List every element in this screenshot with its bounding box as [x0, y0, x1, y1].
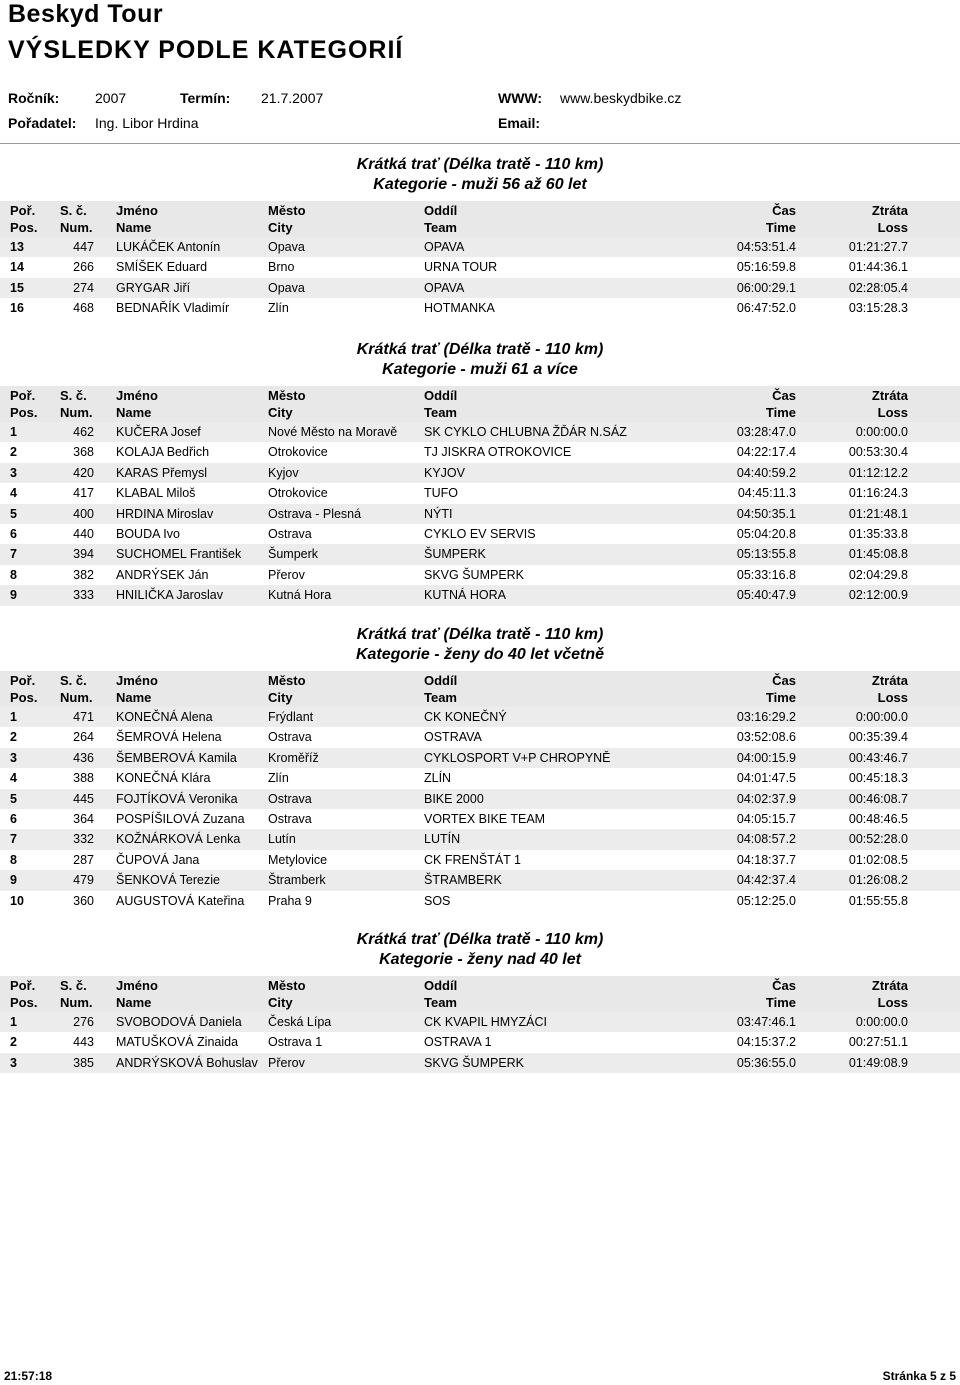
cell-num: 394 — [73, 547, 94, 562]
cell-num: 287 — [73, 852, 94, 867]
table-row — [0, 891, 960, 911]
cell-pos: 6 — [10, 811, 17, 826]
cell-name: POSPÍŠILOVÁ Zuzana — [116, 811, 245, 826]
cell-city: Otrokovice — [268, 486, 328, 501]
column-header-pos-en: Pos. — [10, 690, 38, 705]
cell-loss: 00:43:46.7 — [848, 750, 908, 765]
cell-name: LUKÁČEK Antonín — [116, 240, 221, 254]
poradatel-value: Ing. Libor Hrdina — [95, 115, 199, 131]
email-label: Email: — [498, 115, 541, 131]
column-header-num-cz: S. č. — [60, 388, 87, 403]
column-header-pos-cz: Poř. — [10, 673, 36, 688]
cell-pos: 8 — [10, 852, 17, 867]
cell-num: 368 — [73, 445, 94, 460]
column-header-team-cz: Oddíl — [424, 203, 458, 218]
www-value: www.beskydbike.cz — [560, 90, 682, 106]
cell-time: 04:08:57.2 — [736, 832, 796, 847]
cell-name: SMÍŠEK Eduard — [116, 260, 208, 275]
cell-loss: 00:52:28.0 — [848, 832, 908, 847]
cell-num: 400 — [73, 506, 94, 521]
column-header-loss-en: Loss — [877, 220, 908, 235]
cell-name: KARAS Přemysl — [116, 465, 207, 480]
category-section — [0, 340, 960, 606]
header-divider — [0, 143, 960, 144]
table-row — [0, 463, 960, 483]
www-label: WWW: — [498, 90, 543, 106]
column-header-loss-en: Loss — [877, 690, 908, 705]
cell-city: Zlín — [268, 771, 289, 786]
cell-pos: 8 — [10, 567, 17, 582]
cell-loss: 00:35:39.4 — [848, 730, 908, 745]
cell-num: 274 — [73, 280, 94, 295]
cell-name: ŠEMBEROVÁ Kamila — [116, 750, 237, 765]
cell-team: SKVG ŠUMPERK — [424, 567, 525, 582]
cell-team: SK CYKLO CHLUBNA ŽĎÁR N.SÁZ — [424, 425, 627, 439]
rocnik-label: Ročník: — [8, 90, 60, 106]
column-header-time-cz: Čas — [772, 388, 796, 403]
cell-city: Kutná Hora — [268, 588, 332, 603]
cell-time: 05:13:55.8 — [736, 547, 796, 562]
cell-time: 04:02:37.9 — [736, 791, 796, 806]
cell-city: Ostrava — [268, 526, 312, 541]
cell-team: HOTMANKA — [424, 301, 495, 316]
cell-name: MATUŠKOVÁ Zinaida — [116, 1035, 239, 1050]
cell-loss: 0:00:00.0 — [855, 1015, 908, 1029]
cell-loss: 01:49:08.9 — [848, 1055, 908, 1070]
cell-name: ČUPOVÁ Jana — [116, 852, 200, 867]
cell-loss: 01:26:08.2 — [848, 873, 908, 888]
column-header-city-en: City — [268, 995, 293, 1010]
cell-name: BEDNAŘÍK Vladimír — [116, 301, 230, 316]
cell-num: 382 — [73, 567, 94, 582]
table-row — [0, 585, 960, 605]
cell-num: 333 — [73, 588, 94, 603]
column-header-loss-cz: Ztráta — [871, 978, 908, 993]
cell-team: CYKLO EV SERVIS — [424, 526, 536, 541]
column-header-time-en: Time — [765, 995, 796, 1010]
cell-pos: 2 — [10, 445, 17, 460]
cell-city: Přerov — [268, 567, 305, 582]
section-track-title: Krátká trať (Délka tratě - 110 km) — [356, 626, 604, 643]
column-header-city-en: City — [268, 405, 293, 420]
column-header-time-en: Time — [765, 220, 796, 235]
cell-city: Ostrava - Plesná — [268, 506, 362, 521]
table-row — [0, 483, 960, 503]
cell-loss: 00:48:46.5 — [848, 811, 908, 826]
cell-num: 447 — [73, 240, 94, 254]
section-track-title: Krátká trať (Délka tratě - 110 km) — [356, 931, 604, 948]
section-category-title: Kategorie - muži 61 a více — [382, 361, 578, 378]
cell-loss: 00:46:08.7 — [848, 791, 908, 806]
column-header-pos-en: Pos. — [10, 220, 38, 235]
column-header-team-cz: Oddíl — [424, 673, 458, 688]
cell-loss: 01:55:55.8 — [848, 893, 908, 908]
table-row — [0, 565, 960, 585]
cell-name: ŠEMROVÁ Helena — [116, 730, 222, 745]
cell-city: Zlín — [268, 301, 289, 316]
cell-loss: 00:53:30.4 — [848, 445, 908, 460]
category-section — [0, 625, 960, 911]
cell-city: Frýdlant — [268, 710, 314, 724]
cell-loss: 01:45:08.8 — [848, 547, 908, 562]
rocnik-value: 2007 — [95, 90, 127, 106]
column-header-city-cz: Město — [268, 388, 306, 403]
column-header-num-cz: S. č. — [60, 673, 87, 688]
column-header-team-en: Team — [424, 690, 457, 705]
column-header-name-cz: Jméno — [116, 673, 158, 688]
table-row — [0, 422, 960, 442]
cell-time: 05:33:16.8 — [736, 567, 796, 582]
table-header — [0, 671, 960, 707]
table-row — [0, 1012, 960, 1032]
column-header-pos-cz: Poř. — [10, 978, 36, 993]
cell-city: Přerov — [268, 1055, 305, 1070]
cell-num: 266 — [73, 260, 94, 275]
cell-num: 471 — [73, 710, 94, 724]
cell-num: 440 — [73, 526, 94, 541]
cell-pos: 9 — [10, 588, 17, 603]
cell-team: TUFO — [424, 486, 459, 501]
cell-time: 04:22:17.4 — [736, 445, 796, 460]
column-header-time-cz: Čas — [772, 673, 796, 688]
cell-pos: 5 — [10, 506, 17, 521]
cell-team: VORTEX BIKE TEAM — [424, 811, 546, 826]
cell-city: Kroměříž — [268, 750, 319, 765]
category-section — [0, 930, 960, 1073]
cell-loss: 02:28:05.4 — [848, 280, 908, 295]
column-header-time-en: Time — [765, 690, 796, 705]
table-row — [0, 1032, 960, 1052]
cell-team: OSTRAVA 1 — [424, 1035, 492, 1050]
cell-name: HRDINA Miroslav — [116, 506, 214, 521]
document-title: Beskyd Tour — [8, 0, 164, 28]
cell-pos: 1 — [10, 425, 17, 439]
cell-loss: 00:45:18.3 — [848, 771, 908, 786]
cell-time: 04:15:37.2 — [736, 1035, 796, 1050]
table-row — [0, 442, 960, 462]
cell-name: KONEČNÁ Klára — [116, 771, 211, 786]
cell-num: 436 — [73, 750, 94, 765]
column-header-time-cz: Čas — [772, 978, 796, 993]
termin-value: 21.7.2007 — [261, 90, 324, 106]
cell-num: 388 — [73, 771, 94, 786]
cell-name: SUCHOMEL František — [116, 547, 242, 562]
cell-loss: 01:12:12.2 — [848, 465, 908, 480]
table-row — [0, 850, 960, 870]
column-header-time-en: Time — [765, 405, 796, 420]
column-header-pos-en: Pos. — [10, 405, 38, 420]
table-row — [0, 298, 960, 318]
cell-pos: 13 — [10, 240, 24, 254]
table-row — [0, 829, 960, 849]
cell-pos: 4 — [10, 771, 17, 786]
cell-time: 04:40:59.2 — [736, 465, 796, 480]
cell-name: BOUDA Ivo — [116, 526, 180, 541]
cell-loss: 00:27:51.1 — [848, 1035, 908, 1050]
cell-time: 04:42:37.4 — [736, 873, 796, 888]
cell-loss: 02:12:00.9 — [848, 588, 908, 603]
column-header-num-en: Num. — [60, 220, 93, 235]
column-header-city-cz: Město — [268, 978, 306, 993]
table-row — [0, 809, 960, 829]
cell-city: Kyjov — [268, 465, 299, 480]
column-header-name-cz: Jméno — [116, 388, 158, 403]
cell-name: KLABAL Miloš — [116, 486, 196, 501]
column-header-num-en: Num. — [60, 690, 93, 705]
cell-time: 06:47:52.0 — [736, 301, 796, 316]
cell-team: SOS — [424, 893, 451, 908]
cell-num: 385 — [73, 1055, 94, 1070]
cell-loss: 01:35:33.8 — [848, 526, 908, 541]
table-row — [0, 544, 960, 564]
cell-city: Nové Město na Moravě — [268, 425, 398, 439]
cell-time: 05:12:25.0 — [736, 893, 796, 908]
section-category-title: Kategorie - ženy nad 40 let — [379, 951, 581, 968]
column-header-num-cz: S. č. — [60, 978, 87, 993]
table-row — [0, 257, 960, 277]
table-header — [0, 976, 960, 1012]
cell-loss: 0:00:00.0 — [855, 425, 908, 439]
cell-num: 443 — [73, 1035, 94, 1050]
cell-pos: 5 — [10, 791, 17, 806]
cell-loss: 02:04:29.8 — [848, 567, 908, 582]
cell-city: Lutín — [268, 832, 296, 847]
cell-loss: 01:16:24.3 — [848, 486, 908, 501]
cell-city: Česká Lípa — [268, 1015, 332, 1029]
cell-time: 06:00:29.1 — [736, 280, 796, 295]
column-header-loss-en: Loss — [877, 995, 908, 1010]
cell-loss: 0:00:00.0 — [855, 710, 908, 724]
table-row — [0, 707, 960, 727]
column-header-name-en: Name — [116, 690, 152, 705]
column-header-loss-cz: Ztráta — [871, 673, 908, 688]
cell-team: URNA TOUR — [424, 260, 498, 275]
table-row — [0, 870, 960, 890]
cell-name: KONEČNÁ Alena — [116, 710, 213, 724]
cell-num: 264 — [73, 730, 94, 745]
cell-name: GRYGAR Jiří — [116, 280, 191, 295]
cell-city: Praha 9 — [268, 893, 312, 908]
cell-num: 420 — [73, 465, 94, 480]
cell-pos: 15 — [10, 280, 24, 295]
cell-team: KYJOV — [424, 465, 465, 480]
cell-name: ŠENKOVÁ Terezie — [116, 873, 220, 888]
table-header — [0, 201, 960, 237]
cell-team: ŠUMPERK — [424, 547, 486, 562]
cell-pos: 6 — [10, 526, 17, 541]
column-header-loss-cz: Ztráta — [871, 203, 908, 218]
column-header-name-en: Name — [116, 220, 152, 235]
cell-num: 360 — [73, 893, 94, 908]
cell-city: Brno — [268, 260, 295, 275]
table-row — [0, 524, 960, 544]
cell-team: CK FRENŠTÁT 1 — [424, 852, 522, 867]
cell-city: Otrokovice — [268, 445, 328, 460]
cell-city: Ostrava — [268, 791, 312, 806]
cell-time: 04:05:15.7 — [736, 811, 796, 826]
cell-name: ANDRÝSEK Ján — [116, 567, 209, 582]
cell-city: Ostrava — [268, 811, 312, 826]
cell-team: SKVG ŠUMPERK — [424, 1055, 525, 1070]
cell-pos: 16 — [10, 301, 24, 316]
cell-time: 04:18:37.7 — [736, 852, 796, 867]
cell-pos: 7 — [10, 832, 17, 847]
cell-pos: 1 — [10, 1015, 17, 1029]
cell-pos: 10 — [10, 893, 24, 908]
cell-team: OPAVA — [424, 280, 465, 295]
cell-time: 04:50:35.1 — [736, 506, 796, 521]
cell-pos: 9 — [10, 873, 17, 888]
cell-num: 479 — [73, 873, 94, 888]
cell-team: KUTNÁ HORA — [424, 588, 506, 603]
column-header-team-en: Team — [424, 220, 457, 235]
column-header-pos-cz: Poř. — [10, 203, 36, 218]
cell-pos: 1 — [10, 710, 17, 724]
cell-name: ANDRÝSKOVÁ Bohuslav — [116, 1055, 258, 1070]
cell-time: 04:53:51.4 — [736, 240, 796, 254]
cell-name: FOJTÍKOVÁ Veronika — [116, 791, 238, 806]
cell-pos: 2 — [10, 1035, 17, 1050]
column-header-city-cz: Město — [268, 673, 306, 688]
cell-num: 462 — [73, 425, 94, 439]
cell-team: ZLÍN — [424, 771, 452, 786]
table-row — [0, 768, 960, 788]
cell-team: TJ JISKRA OTROKOVICE — [424, 445, 572, 460]
cell-team: OPAVA — [424, 240, 465, 254]
column-header-name-cz: Jméno — [116, 978, 158, 993]
cell-time: 04:45:11.3 — [737, 486, 796, 501]
section-category-title: Kategorie - ženy do 40 let včetně — [355, 646, 605, 663]
cell-team: CYKLOSPORT V+P CHROPYNĚ — [424, 750, 611, 765]
cell-time: 03:52:08.6 — [736, 730, 796, 745]
cell-time: 04:00:15.9 — [736, 750, 796, 765]
column-header-loss-en: Loss — [877, 405, 908, 420]
cell-city: Ostrava — [268, 730, 312, 745]
cell-team: CK KONEČNÝ — [424, 710, 507, 724]
table-row — [0, 727, 960, 747]
cell-num: 445 — [73, 791, 94, 806]
cell-city: Štramberk — [268, 873, 326, 888]
termin-label: Termín: — [180, 90, 231, 106]
column-header-num-en: Num. — [60, 995, 93, 1010]
table-row — [0, 278, 960, 298]
cell-num: 276 — [73, 1015, 94, 1029]
cell-num: 417 — [73, 486, 94, 501]
table-row — [0, 748, 960, 768]
cell-name: KUČERA Josef — [116, 425, 201, 439]
cell-time: 05:04:20.8 — [736, 526, 796, 541]
cell-name: KOŽNÁRKOVÁ Lenka — [116, 832, 241, 847]
cell-pos: 3 — [10, 1055, 17, 1070]
column-header-team-en: Team — [424, 995, 457, 1010]
cell-time: 05:40:47.9 — [736, 588, 796, 603]
cell-name: KOLAJA Bedřich — [116, 445, 210, 460]
cell-name: AUGUSTOVÁ Kateřina — [116, 893, 245, 908]
cell-time: 05:36:55.0 — [736, 1055, 796, 1070]
cell-city: Opava — [268, 280, 305, 295]
column-header-pos-cz: Poř. — [10, 388, 36, 403]
cell-name: SVOBODOVÁ Daniela — [116, 1015, 242, 1029]
column-header-name-cz: Jméno — [116, 203, 158, 218]
cell-pos: 3 — [10, 750, 17, 765]
cell-city: Opava — [268, 240, 305, 254]
cell-team: LUTÍN — [424, 832, 461, 847]
cell-loss: 03:15:28.3 — [848, 301, 908, 316]
cell-team: OSTRAVA — [424, 730, 482, 745]
cell-pos: 7 — [10, 547, 17, 562]
footer-time: 21:57:18 — [4, 1369, 53, 1383]
column-header-team-en: Team — [424, 405, 457, 420]
column-header-team-cz: Oddíl — [424, 978, 458, 993]
cell-pos: 14 — [10, 260, 24, 275]
cell-time: 04:01:47.5 — [736, 771, 796, 786]
cell-loss: 01:21:27.7 — [848, 240, 908, 254]
column-header-city-en: City — [268, 690, 293, 705]
cell-pos: 3 — [10, 465, 17, 480]
column-header-time-cz: Čas — [772, 203, 796, 218]
column-header-name-en: Name — [116, 995, 152, 1010]
cell-team: BIKE 2000 — [424, 791, 484, 806]
column-header-city-cz: Město — [268, 203, 306, 218]
column-header-city-en: City — [268, 220, 293, 235]
cell-num: 364 — [73, 811, 94, 826]
cell-time: 03:16:29.2 — [736, 710, 796, 724]
cell-city: Metylovice — [268, 852, 328, 867]
cell-loss: 01:21:48.1 — [848, 506, 908, 521]
column-header-name-en: Name — [116, 405, 152, 420]
column-header-loss-cz: Ztráta — [871, 388, 908, 403]
column-header-num-en: Num. — [60, 405, 93, 420]
poradatel-label: Pořadatel: — [8, 115, 77, 131]
column-header-num-cz: S. č. — [60, 203, 87, 218]
cell-name: HNILIČKA Jaroslav — [116, 588, 223, 603]
cell-city: Ostrava 1 — [268, 1035, 323, 1050]
cell-num: 332 — [73, 832, 94, 847]
section-category-title: Kategorie - muži 56 až 60 let — [373, 176, 587, 193]
cell-team: NÝTI — [424, 506, 453, 521]
cell-loss: 01:44:36.1 — [848, 260, 908, 275]
cell-time: 03:47:46.1 — [736, 1015, 796, 1029]
document-subtitle: VÝSLEDKY PODLE KATEGORIÍ — [8, 36, 404, 64]
footer-page: Stránka 5 z 5 — [882, 1369, 956, 1383]
table-row — [0, 789, 960, 809]
cell-pos: 4 — [10, 486, 17, 501]
column-header-pos-en: Pos. — [10, 995, 38, 1010]
column-header-team-cz: Oddíl — [424, 388, 458, 403]
cell-city: Šumperk — [268, 547, 319, 562]
table-header — [0, 386, 960, 422]
category-section — [0, 155, 960, 319]
cell-loss: 01:02:08.5 — [848, 852, 908, 867]
cell-team: ŠTRAMBERK — [424, 873, 502, 888]
cell-team: CK KVAPIL HMYZÁCI — [424, 1015, 547, 1029]
table-row — [0, 504, 960, 524]
table-row — [0, 237, 960, 257]
cell-pos: 2 — [10, 730, 17, 745]
cell-num: 468 — [73, 301, 94, 316]
table-row — [0, 1053, 960, 1073]
cell-time: 03:28:47.0 — [736, 425, 796, 439]
section-track-title: Krátká trať (Délka tratě - 110 km) — [356, 156, 604, 173]
section-track-title: Krátká trať (Délka tratě - 110 km) — [356, 341, 604, 358]
cell-time: 05:16:59.8 — [736, 260, 796, 275]
